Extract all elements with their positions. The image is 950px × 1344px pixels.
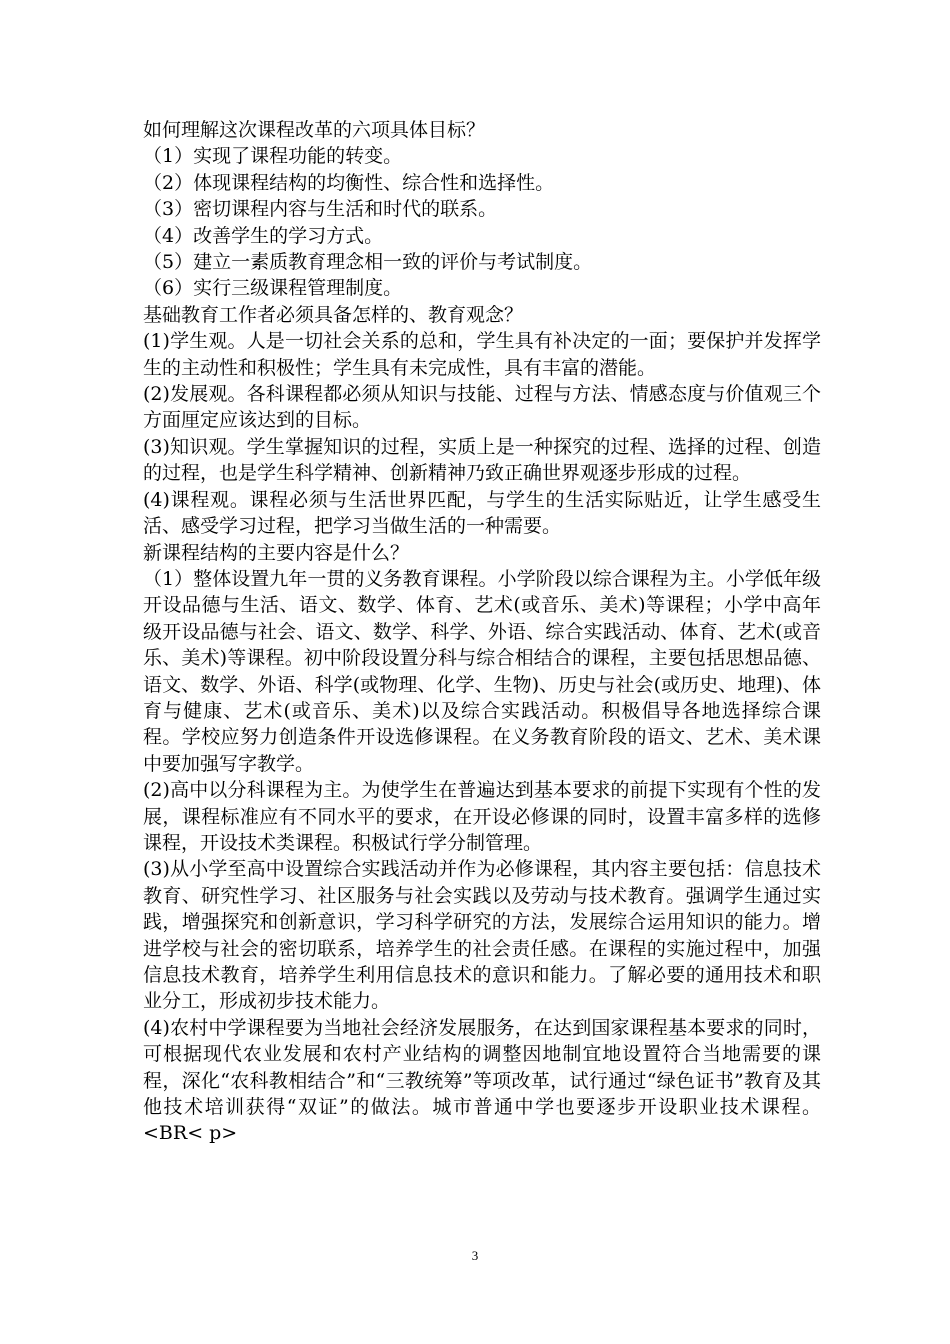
goal-item: （5）建立一素质教育理念相一致的评价与考试制度。	[143, 251, 593, 274]
concept-paragraph: (3)知识观。学生掌握知识的过程，实质上是一种探究的过程、选择的过程、创造的过程，也是学生科学精神、创新精神乃致正确世界观逐步形成的过程。	[143, 435, 821, 485]
question-heading: 新课程结构的主要内容是什么？	[143, 541, 410, 564]
concept-paragraph: (4)课程观。课程必须与生活世界匹配，与学生的生活实际贴近，让学生感受生活、感受学习过程，把学习当做生活的一种需要。	[143, 488, 821, 538]
structure-paragraph: （1）整体设置九年一贯的义务教育课程。小学阶段以综合课程为主。小学低年级开设品德与生活、语文、数学、体育、艺术(或音乐、美术)等课程；小学中高年级开设品德与社会、语文、数学、科学、外语、综合实践活动、体育、艺术(或音乐、美术)等课程。初中阶段设置分科与综合相结合的课程，主要包括思想品德、语文、数学、外语、科学(或物理、化学、生物)、历史与社会(或历史、地理)、体育与健康、艺术(或音乐、美术)以及综合实践活动。积极倡导各地选择综合课程。学校应努力创造条件开设选修课程。在义务教育阶段的语文、艺术、美术课中要加强写字教学。	[143, 567, 821, 775]
goal-item: （2）体现课程结构的均衡性、综合性和选择性。	[143, 171, 555, 194]
document-body	[143, 117, 821, 1147]
goal-item: （6）实行三级课程管理制度。	[143, 277, 403, 300]
concept-paragraph: (2)发展观。各科课程都必须从知识与技能、过程与方法、情感态度与价值观三个方面厘定应该达到的目标。	[143, 383, 821, 432]
question-heading: 如何理解这次课程改革的六项具体目标？	[143, 119, 486, 141]
goal-item: （1）实现了课程功能的转变。	[143, 145, 403, 168]
question-heading: 基础教育工作者必须具备怎样的、教育观念？	[143, 303, 524, 326]
structure-paragraph: (4)农村中学课程要为当地社会经济发展服务，在达到国家课程基本要求的同时，可根据现代农业发展和农村产业结构的调整因地制宜地设置符合当地需要的课程，深化“农科教相结合”和“三教统筹”等项改革，试行通过“绿色证书”教育及其他技术培训获得“双证”的做法。城市普通中学也要逐步开设职业技术课程。<BR< p>	[143, 1016, 821, 1145]
structure-paragraph: (3)从小学至高中设置综合实践活动并作为必修课程，其内容主要包括：信息技术教育、研究性学习、社区服务与社会实践以及劳动与技术教育。强调学生通过实践，增强探究和创新意识，学习科学研究的方法，发展综合运用知识的能力。增进学校与社会的密切联系，培养学生的社会责任感。在课程的实施过程中，加强信息技术教育，培养学生利用信息技术的意识和能力。了解必要的通用技术和职业分工，形成初步技术能力。	[143, 858, 821, 1013]
goal-item: （3）密切课程内容与生活和时代的联系。	[143, 198, 498, 221]
goal-item: （4）改善学生的学习方式。	[143, 224, 384, 247]
structure-paragraph: (2)高中以分科课程为主。为使学生在普遍达到基本要求的前提下实现有个性的发展，课程标准应有不同水平的要求，在开设必修课的同时，设置丰富多样的选修课程，开设技术类课程。积极试行学分制管理。	[143, 779, 821, 854]
concept-paragraph: (1)学生观。人是一切社会关系的总和，学生具有补决定的一面；要保护并发挥学生的主动性和积极性；学生具有未完成性，具有丰富的潜能。	[143, 330, 821, 379]
page-number: 3	[471, 1248, 479, 1263]
